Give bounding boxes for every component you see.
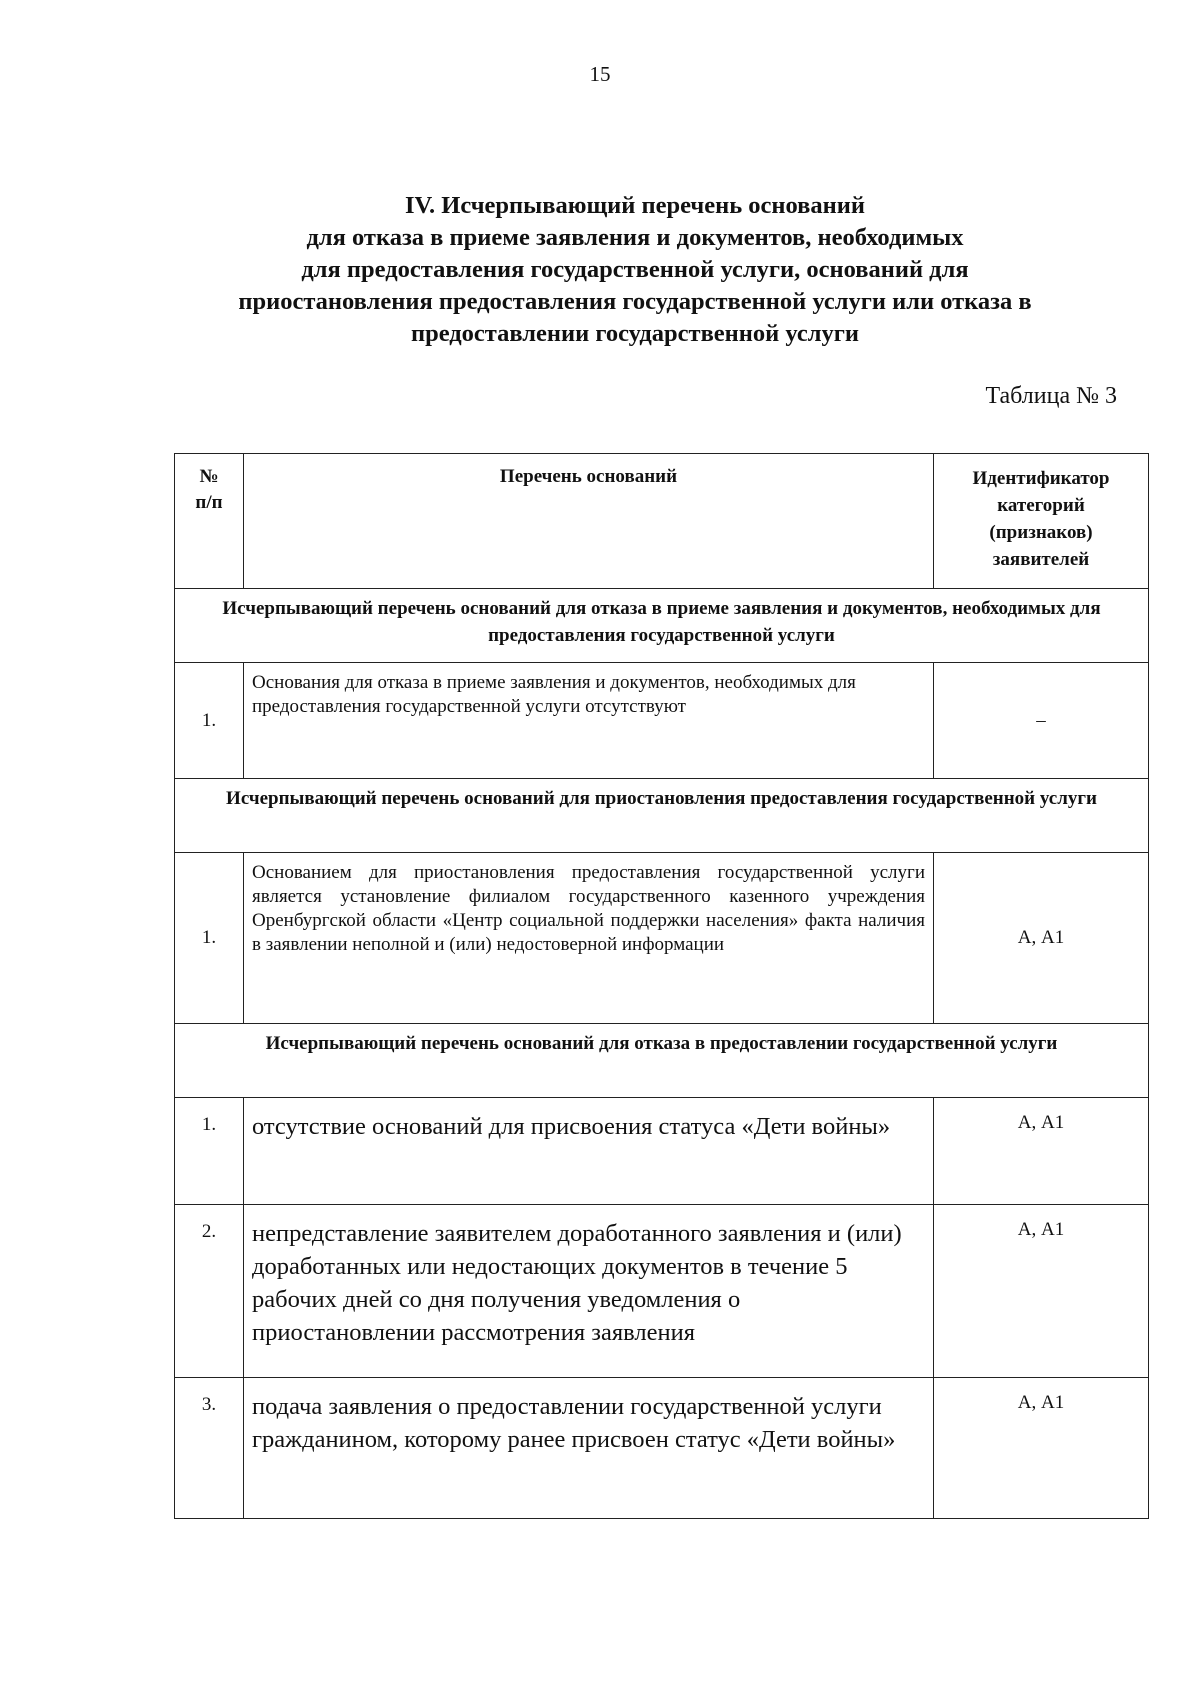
header-identifier-line: категорий xyxy=(997,495,1085,516)
row-number: 2. xyxy=(175,1205,244,1378)
row-ground-text: непредставление заявителем доработанного заявления и (или) доработанных или недостающих документов в течение 5 рабочих дней со дня получения уведомления о приостановлении рассмотрения заявления xyxy=(244,1205,934,1378)
table-row xyxy=(175,663,1149,779)
table-row xyxy=(175,853,1149,1024)
table-row xyxy=(175,1098,1149,1205)
row-ground-text: Основанием для приостановления предоставления государственной услуги является установление филиалом государственного казенного учреждения Оренбургской области «Центр социальной поддержки населения» факта наличия в заявлении неполной и (или) недостоверной информации xyxy=(244,853,934,1024)
section-title-line: приостановления предоставления государственной услуги или отказа в xyxy=(238,288,1032,315)
group-heading-row xyxy=(175,1024,1149,1098)
header-number-abbr: п/п xyxy=(195,492,223,513)
header-identifier-line: (признаков) xyxy=(989,522,1093,543)
row-identifier: А, А1 xyxy=(934,1378,1149,1519)
row-identifier: А, А1 xyxy=(934,1205,1149,1378)
header-number-sign: № xyxy=(199,466,219,487)
grounds-table xyxy=(174,453,1149,1519)
group-heading-row xyxy=(175,779,1149,853)
row-number: 3. xyxy=(175,1378,244,1519)
page-number: 15 xyxy=(589,62,611,86)
table-row xyxy=(175,1378,1149,1519)
section-title-line: для отказа в приеме заявления и документов, необходимых xyxy=(306,224,964,251)
table-header-row xyxy=(175,454,1149,589)
section-title-line: для предоставления государственной услуги, оснований для xyxy=(301,256,969,283)
row-identifier: А, А1 xyxy=(934,853,1149,1024)
row-identifier: А, А1 xyxy=(934,1098,1149,1205)
table-row xyxy=(175,1205,1149,1378)
row-identifier: – xyxy=(934,663,1149,779)
header-identifier-line: заявителей xyxy=(992,549,1090,570)
row-ground-text: подача заявления о предоставлении государственной услуги гражданином, которому ранее присвоен статус «Дети войны» xyxy=(244,1378,934,1519)
header-number-cell xyxy=(175,454,244,589)
section-title-line: IV. Исчерпывающий перечень оснований xyxy=(404,192,866,219)
group-heading-row xyxy=(175,589,1149,663)
table-caption: Таблица № 3 xyxy=(985,383,1117,409)
row-ground-text: отсутствие оснований для присвоения статуса «Дети войны» xyxy=(244,1098,934,1205)
section-title-line: предоставлении государственной услуги xyxy=(410,320,860,347)
group-heading-refusal-acceptance: Исчерпывающий перечень оснований для отказа в приеме заявления и документов, необходимых для предоставления государственной услуги xyxy=(175,589,1149,663)
row-number: 1. xyxy=(175,853,244,1024)
row-number: 1. xyxy=(175,663,244,779)
group-heading-suspension: Исчерпывающий перечень оснований для приостановления предоставления государственной услуги xyxy=(175,779,1149,853)
header-identifier-cell xyxy=(934,454,1149,589)
header-identifier-line: Идентификатор xyxy=(972,468,1110,489)
row-number: 1. xyxy=(175,1098,244,1205)
header-grounds-cell: Перечень оснований xyxy=(244,454,934,589)
group-heading-refusal-service: Исчерпывающий перечень оснований для отказа в предоставлении государственной услуги xyxy=(175,1024,1149,1098)
section-title xyxy=(160,190,1110,350)
row-ground-text: Основания для отказа в приеме заявления и документов, необходимых для предоставления государственной услуги отсутствуют xyxy=(244,663,934,779)
